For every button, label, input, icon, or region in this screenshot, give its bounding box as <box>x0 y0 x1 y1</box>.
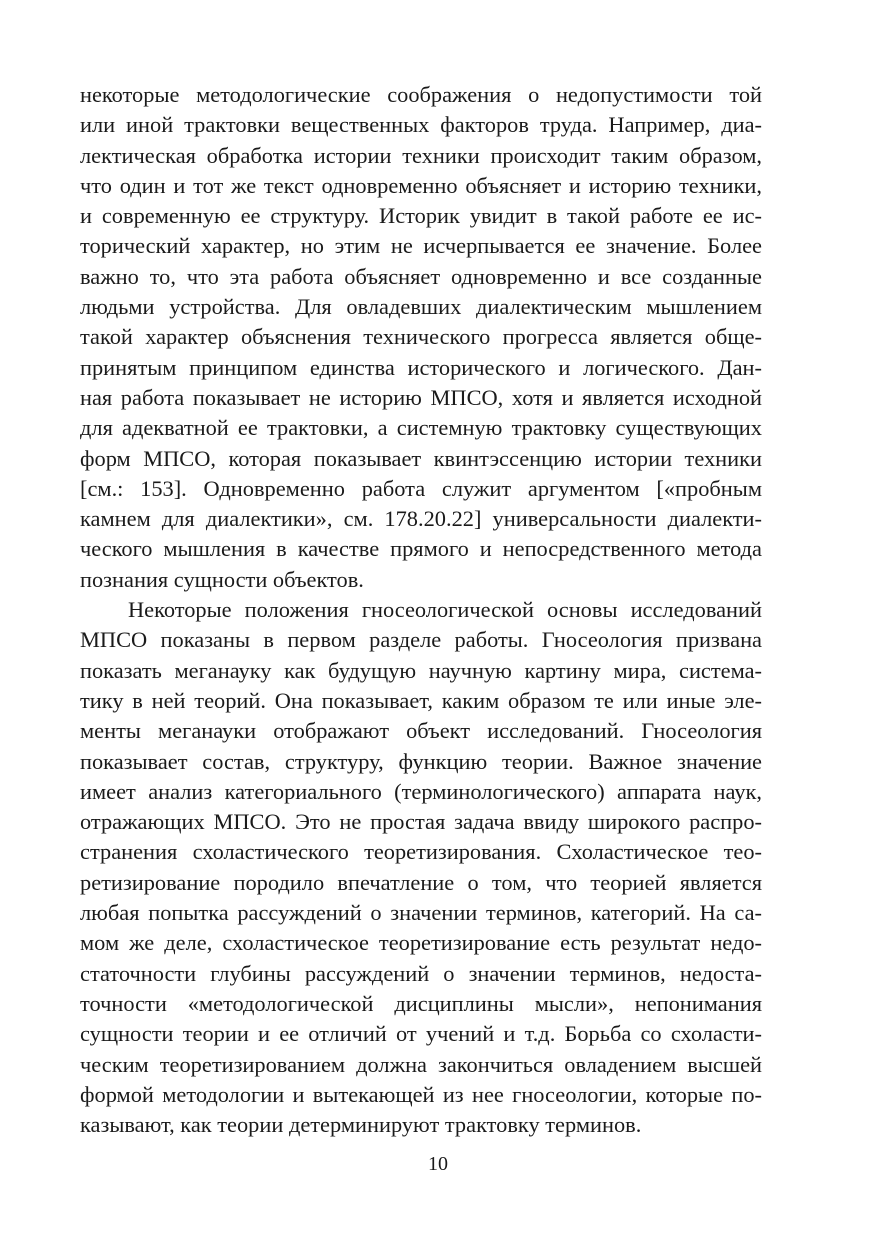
text-line: [см.: 153]. Одновременно работа служит аргументом [«пробным <box>80 475 762 501</box>
text-line: отражающих МПСО. Это не простая задача ввиду широкого распро- <box>80 809 762 835</box>
text-line: познания сущности объектов. <box>80 566 364 592</box>
text-line: сущности теории и ее отличий от учений и т.д. Борьба со схоласти- <box>80 1021 762 1047</box>
text-line: Некоторые положения гносеологической основы исследований <box>128 597 762 623</box>
text-line: форм МПСО, которая показывает квинтэссенцию истории техники <box>80 445 762 471</box>
text-line: ческим теоретизированием должна закончиться овладением высшей <box>80 1051 762 1077</box>
body-text <box>80 80 762 1140</box>
text-line: тику в ней теорий. Она показывает, каким образом те или иные эле- <box>80 687 762 713</box>
text-line: любая попытка рассуждений о значении терминов, категорий. На са- <box>80 900 762 926</box>
text-line: ческого мышления в качестве прямого и непосредственного метода <box>80 536 762 562</box>
text-line: статочности глубины рассуждений о значении терминов, недоста- <box>80 960 762 986</box>
text-line: что один и тот же текст одновременно объясняет и историю техники, <box>80 172 762 198</box>
text-line: камнем для диалектики», см. 178.20.22] универсальности диалекти- <box>80 506 762 532</box>
text-line: лектическая обработка истории техники происходит таким образом, <box>80 142 762 168</box>
text-line: для адекватной ее трактовки, а системную трактовку существующих <box>80 415 762 441</box>
text-line: странения схоластического теоретизирования. Схоластическое тео- <box>80 839 762 865</box>
text-line: формой методологии и вытекающей из нее гносеологии, которые по- <box>80 1081 762 1107</box>
text-line: мом же деле, схоластическое теоретизирование есть результат недо- <box>80 930 762 956</box>
text-line: такой характер объяснения технического прогресса является обще- <box>80 324 762 350</box>
paragraph-1 <box>80 80 762 595</box>
text-line: показать меганауку как будущую научную картину мира, система- <box>80 657 762 683</box>
text-line: имеет анализ категориального (терминологического) аппарата наук, <box>80 778 762 804</box>
text-line: казывают, как теории детерминируют трактовку терминов. <box>80 1112 642 1138</box>
text-line: и современную ее структуру. Историк увидит в такой работе ее ис- <box>80 203 762 229</box>
text-line: точности «методологической дисциплины мысли», непонимания <box>80 990 762 1016</box>
text-line: показывает состав, структуру, функцию теории. Важное значение <box>80 748 762 774</box>
text-line: ретизирование породило впечатление о том, что теорией является <box>80 869 762 895</box>
text-line: ная работа показывает не историю МПСО, хотя и является исходной <box>80 384 762 410</box>
text-line: менты меганауки отображают объект исследований. Гносеология <box>80 718 762 744</box>
text-line: людьми устройства. Для овладевших диалектическим мышлением <box>80 294 762 320</box>
paragraph-2 <box>80 595 762 1140</box>
page-number: 10 <box>428 1153 448 1175</box>
text-line: торический характер, но этим не исчерпывается ее значение. Более <box>80 233 762 259</box>
text-line: МПСО показаны в первом разделе работы. Гносеология призвана <box>80 627 762 653</box>
text-line: принятым принципом единства исторического и логического. Дан- <box>80 354 762 380</box>
text-line: важно то, что эта работа объясняет одновременно и все созданные <box>80 263 762 289</box>
text-line: или иной трактовки вещественных факторов труда. Например, диа- <box>80 112 762 138</box>
text-line: некоторые методологические соображения о недопустимости той <box>80 82 762 107</box>
